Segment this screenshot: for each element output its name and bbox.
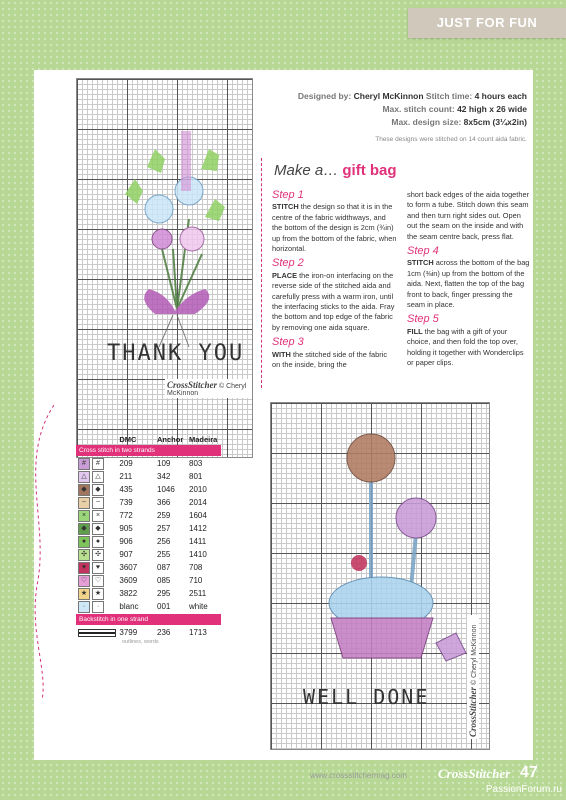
dashed-divider [261,158,262,388]
swatch-icon: # [92,458,104,470]
step-5-text: FILL the bag with a gift of your choice, and then fold the top over, holding it together with Wonderclips or paper clips. [407,326,524,368]
swatch-icon: × [92,510,104,522]
thread-row: ★ ★ 3822 295 2511 [76,587,221,600]
paper-panel [34,70,533,760]
swatch-icon: ✣ [92,549,104,561]
step-5-title: Step 5 [407,313,439,326]
thread-row: # # 209 109 803 [76,457,221,470]
swatch-icon: × [78,510,90,522]
swatch-icon: ♡ [78,575,90,587]
instructions-col-1 [272,186,397,375]
section-title: JUST FOR FUN [436,15,538,30]
backstitch-row: 3799 236 1713 [76,626,221,639]
design-info [262,90,527,146]
step-1-text: STITCH the design so that it is in the centre of the fabric widthways, and the bottom of the design is 2cm (¾in) up from the bottom of the fabric, when horizontal. [272,202,397,254]
swatch-icon: · [78,601,90,613]
step-4-text: STITCH across the bottom of the bag 1cm (⅜in) up from the bottom of the aida. Next, flatten the top of the bag front to back, finger pressing the seam in place. [407,258,530,310]
thread-row: ◆ ◆ 435 1046 2010 [76,483,221,496]
cross-stitch-bar: Cross stitch in two strands [76,445,221,456]
instructions-col-2 [407,186,532,373]
thread-row: △ △ 211 342 801 [76,470,221,483]
step-4-title: Step 4 [407,245,439,258]
swatch-icon: △ [78,471,90,483]
swatch-icon: ♥ [78,562,90,574]
swatch-icon: △ [92,471,104,483]
thread-row: × × 772 259 1604 [76,509,221,522]
swatch-icon: ★ [92,588,104,600]
stitch-count-line: Max. stitch count: 42 high x 26 wide [382,104,527,114]
step-2-text: PLACE the iron-on interfacing on the reverse side of the stitched aida and carefully press with a warm iron, until the interfacing sticks to the aida. Fray the bottom and top edge of the fabric by removing one aida square. [272,270,395,332]
thread-row: ♡ ♡ 3609 085 710 [76,574,221,587]
thread-row: ◆ ◆ 905 257 1412 [76,522,221,535]
chart-credit-2: CrossStitcher © Cheryl McKinnon [467,615,479,739]
step-1-title: Step 1 [272,189,304,201]
footer-url: www.crossstitchermag.com [310,771,407,780]
step-3-title: Step 3 [272,336,304,349]
dashed-thread-decoration [28,400,88,700]
swatch-icon: # [78,458,90,470]
step-2-title: Step 2 [272,257,304,270]
swatch-icon: ◆ [92,484,104,496]
swatch-icon: ~ [92,497,104,509]
thread-row: ~ ~ 739 366 2014 [76,496,221,509]
design-size-line: Max. design size: 8x5cm (3¼x2in) [391,117,527,127]
fabric-note: These designs were stitched on 14 count aida fabric. [375,136,527,143]
thread-row: · · blanc 001 white [76,600,221,613]
swatch-icon: · [92,601,104,613]
brand-mark: CrossStitcher [167,380,218,390]
instructions-heading: Make a… gift bag [274,162,397,179]
chart-stitch-text-2: WELL DONE [303,685,430,709]
swatch-icon: ♡ [92,575,104,587]
swatch-icon: ● [78,536,90,548]
chart-stitch-text: THANK YOU [107,341,245,366]
section-tape [408,8,566,38]
footer-brand: CrossStitcher [438,766,511,781]
thread-key [76,430,221,645]
designer-line: Designed by: Cheryl McKinnon Stitch time: 4 hours each [297,91,527,101]
step-3-continued: short back edges of the aida together to form a tube. Stitch down this seam and then turn right sides out. Open out the seam on the inside and with the seam centre back, press flat. [407,190,530,241]
swatch-icon: ◆ [78,523,90,535]
backstitch-caption: outlines, words [122,639,159,645]
swatch-icon: ~ [78,497,90,509]
thread-row: ✣ ✣ 907 255 1410 [76,548,221,561]
well-done-chart [270,402,490,750]
watermark: PassionForum.ru [485,784,562,795]
swatch-icon: ◆ [92,523,104,535]
chart-credit [165,379,252,398]
designer-credit: © Cheryl McKinnon [167,383,247,397]
swatch-icon: ● [92,536,104,548]
flower-motif [77,79,252,457]
thread-row: ♥ ♥ 3607 087 708 [76,561,221,574]
thread-rows [76,457,221,613]
swatch-icon: ◆ [78,484,90,496]
thank-you-chart [76,78,253,458]
thread-row: ● ● 906 256 1411 [76,535,221,548]
thread-header: DMC Anchor Madeira [119,435,218,444]
swatch-icon: ★ [78,588,90,600]
swatch-icon: ✣ [78,549,90,561]
swatch-icon: ♥ [92,562,104,574]
backstitch-bar: Backstitch in one strand [76,614,221,625]
step-3-text: WITH the stitched side of the fabric on the inside, bring the [272,349,388,370]
page-number: 47 [520,764,538,781]
